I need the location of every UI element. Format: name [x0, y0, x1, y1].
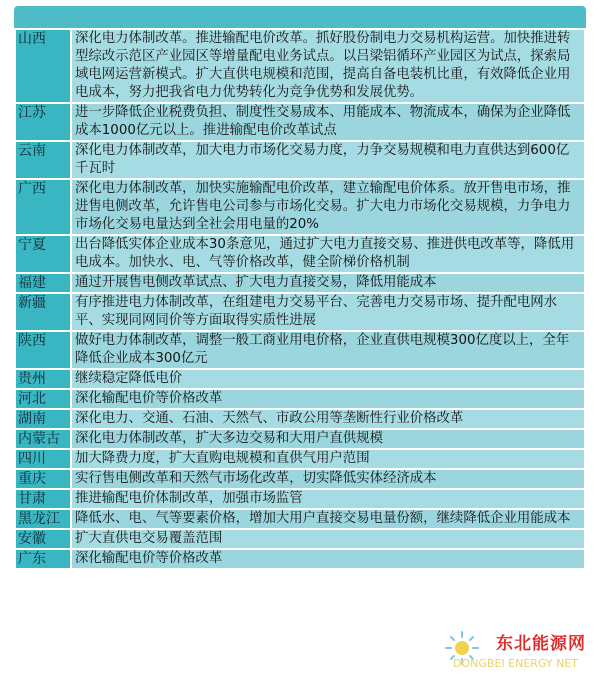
table-row — [15, 509, 585, 529]
table-row — [15, 293, 585, 331]
table-row — [15, 273, 585, 293]
policy-cell: 加大降费力度，扩大直购电规模和直供气用户范围 — [71, 449, 585, 469]
policy-cell: 深化电力体制改革，扩大多边交易和大用户直供规模 — [71, 429, 585, 449]
policy-cell: 出台降低实体企业成本30条意见，通过扩大电力直接交易、推进供电改革等，降低用电成本。加快水、电、气等价格改革，健全阶梯价格机制 — [71, 235, 585, 273]
policy-table-body — [15, 29, 585, 569]
policy-cell: 通过开展售电侧改革试点、扩大电力直接交易，降低用能成本 — [71, 273, 585, 293]
table-row — [15, 103, 585, 141]
province-cell: 四川 — [15, 449, 71, 469]
table-row — [15, 529, 585, 549]
province-cell: 河北 — [15, 389, 71, 409]
province-cell: 新疆 — [15, 293, 71, 331]
province-cell: 安徽 — [15, 529, 71, 549]
province-cell: 宁夏 — [15, 235, 71, 273]
province-cell: 湖南 — [15, 409, 71, 429]
policy-cell: 深化输配电价等价格改革 — [71, 549, 585, 569]
table-row — [15, 549, 585, 569]
policy-table-card — [14, 6, 586, 666]
policy-cell: 继续稳定降低电价 — [71, 369, 585, 389]
province-cell: 内蒙古 — [15, 429, 71, 449]
province-cell: 甘肃 — [15, 489, 71, 509]
province-cell: 广东 — [15, 549, 71, 569]
policy-cell: 进一步降低企业税费负担、制度性交易成本、用能成本、物流成本，确保为企业降低成本1000亿元以上。推进输配电价改革试点 — [71, 103, 585, 141]
table-header-bar — [14, 6, 586, 28]
policy-cell: 有序推进电力体制改革，在组建电力交易平台、完善电力交易市场、提升配电网水平、实现同网同价等方面取得实质性进展 — [71, 293, 585, 331]
table-row — [15, 141, 585, 179]
province-cell: 贵州 — [15, 369, 71, 389]
policy-cell: 深化电力体制改革。推进输配电价改革。抓好股份制电力交易机构运营。加快推进转型综改示范区产业园区等增量配电业务试点。以吕梁铝循环产业园区为试点，探索局域电网运营新模式。扩大直供电规模和范围，提高自备电装机比重，有效降低企业用电成本，努力把我省电力优势转化为竞争优势和发展优势。 — [71, 29, 585, 103]
watermark-subtitle: DONGBEI ENERGY NET — [453, 657, 578, 670]
table-row — [15, 489, 585, 509]
policy-cell: 扩大直供电交易覆盖范围 — [71, 529, 585, 549]
table-row — [15, 179, 585, 235]
policy-cell: 深化电力体制改革，加快实施输配电价改革，建立输配电价体系。放开售电市场，推进售电侧改革，允许售电公司参与市场化交易。扩大电力市场化交易规模，力争电力市场化交易电量达到全社会用电量的20% — [71, 179, 585, 235]
province-cell: 云南 — [15, 141, 71, 179]
policy-cell: 降低水、电、气等要素价格，增加大用户直接交易电量份额，继续降低企业用能成本 — [71, 509, 585, 529]
table-row — [15, 369, 585, 389]
province-cell: 广西 — [15, 179, 71, 235]
province-cell: 黑龙江 — [15, 509, 71, 529]
watermark — [442, 622, 592, 672]
table-row — [15, 29, 585, 103]
policy-cell: 实行售电侧改革和天然气市场化改革，切实降低实体经济成本 — [71, 469, 585, 489]
province-cell: 山西 — [15, 29, 71, 103]
table-row — [15, 235, 585, 273]
table-row — [15, 429, 585, 449]
province-cell: 陕西 — [15, 331, 71, 369]
table-row — [15, 449, 585, 469]
watermark-name: 东北能源网 — [496, 634, 586, 654]
policy-cell: 做好电力体制改革，调整一般工商业用电价格，企业直供电规模300亿度以上，全年降低企业成本300亿元 — [71, 331, 585, 369]
province-cell: 重庆 — [15, 469, 71, 489]
table-row — [15, 469, 585, 489]
policy-cell: 深化输配电价等价格改革 — [71, 389, 585, 409]
policy-table — [14, 28, 586, 570]
policy-cell: 推进输配电价体制改革，加强市场监管 — [71, 489, 585, 509]
policy-cell: 深化电力、交通、石油、天然气、市政公用等垄断性行业价格改革 — [71, 409, 585, 429]
province-cell: 江苏 — [15, 103, 71, 141]
table-row — [15, 409, 585, 429]
table-row — [15, 389, 585, 409]
table-row — [15, 331, 585, 369]
province-cell: 福建 — [15, 273, 71, 293]
policy-cell: 深化电力体制改革，加大电力市场化交易力度，力争交易规模和电力直供达到600亿千瓦时 — [71, 141, 585, 179]
